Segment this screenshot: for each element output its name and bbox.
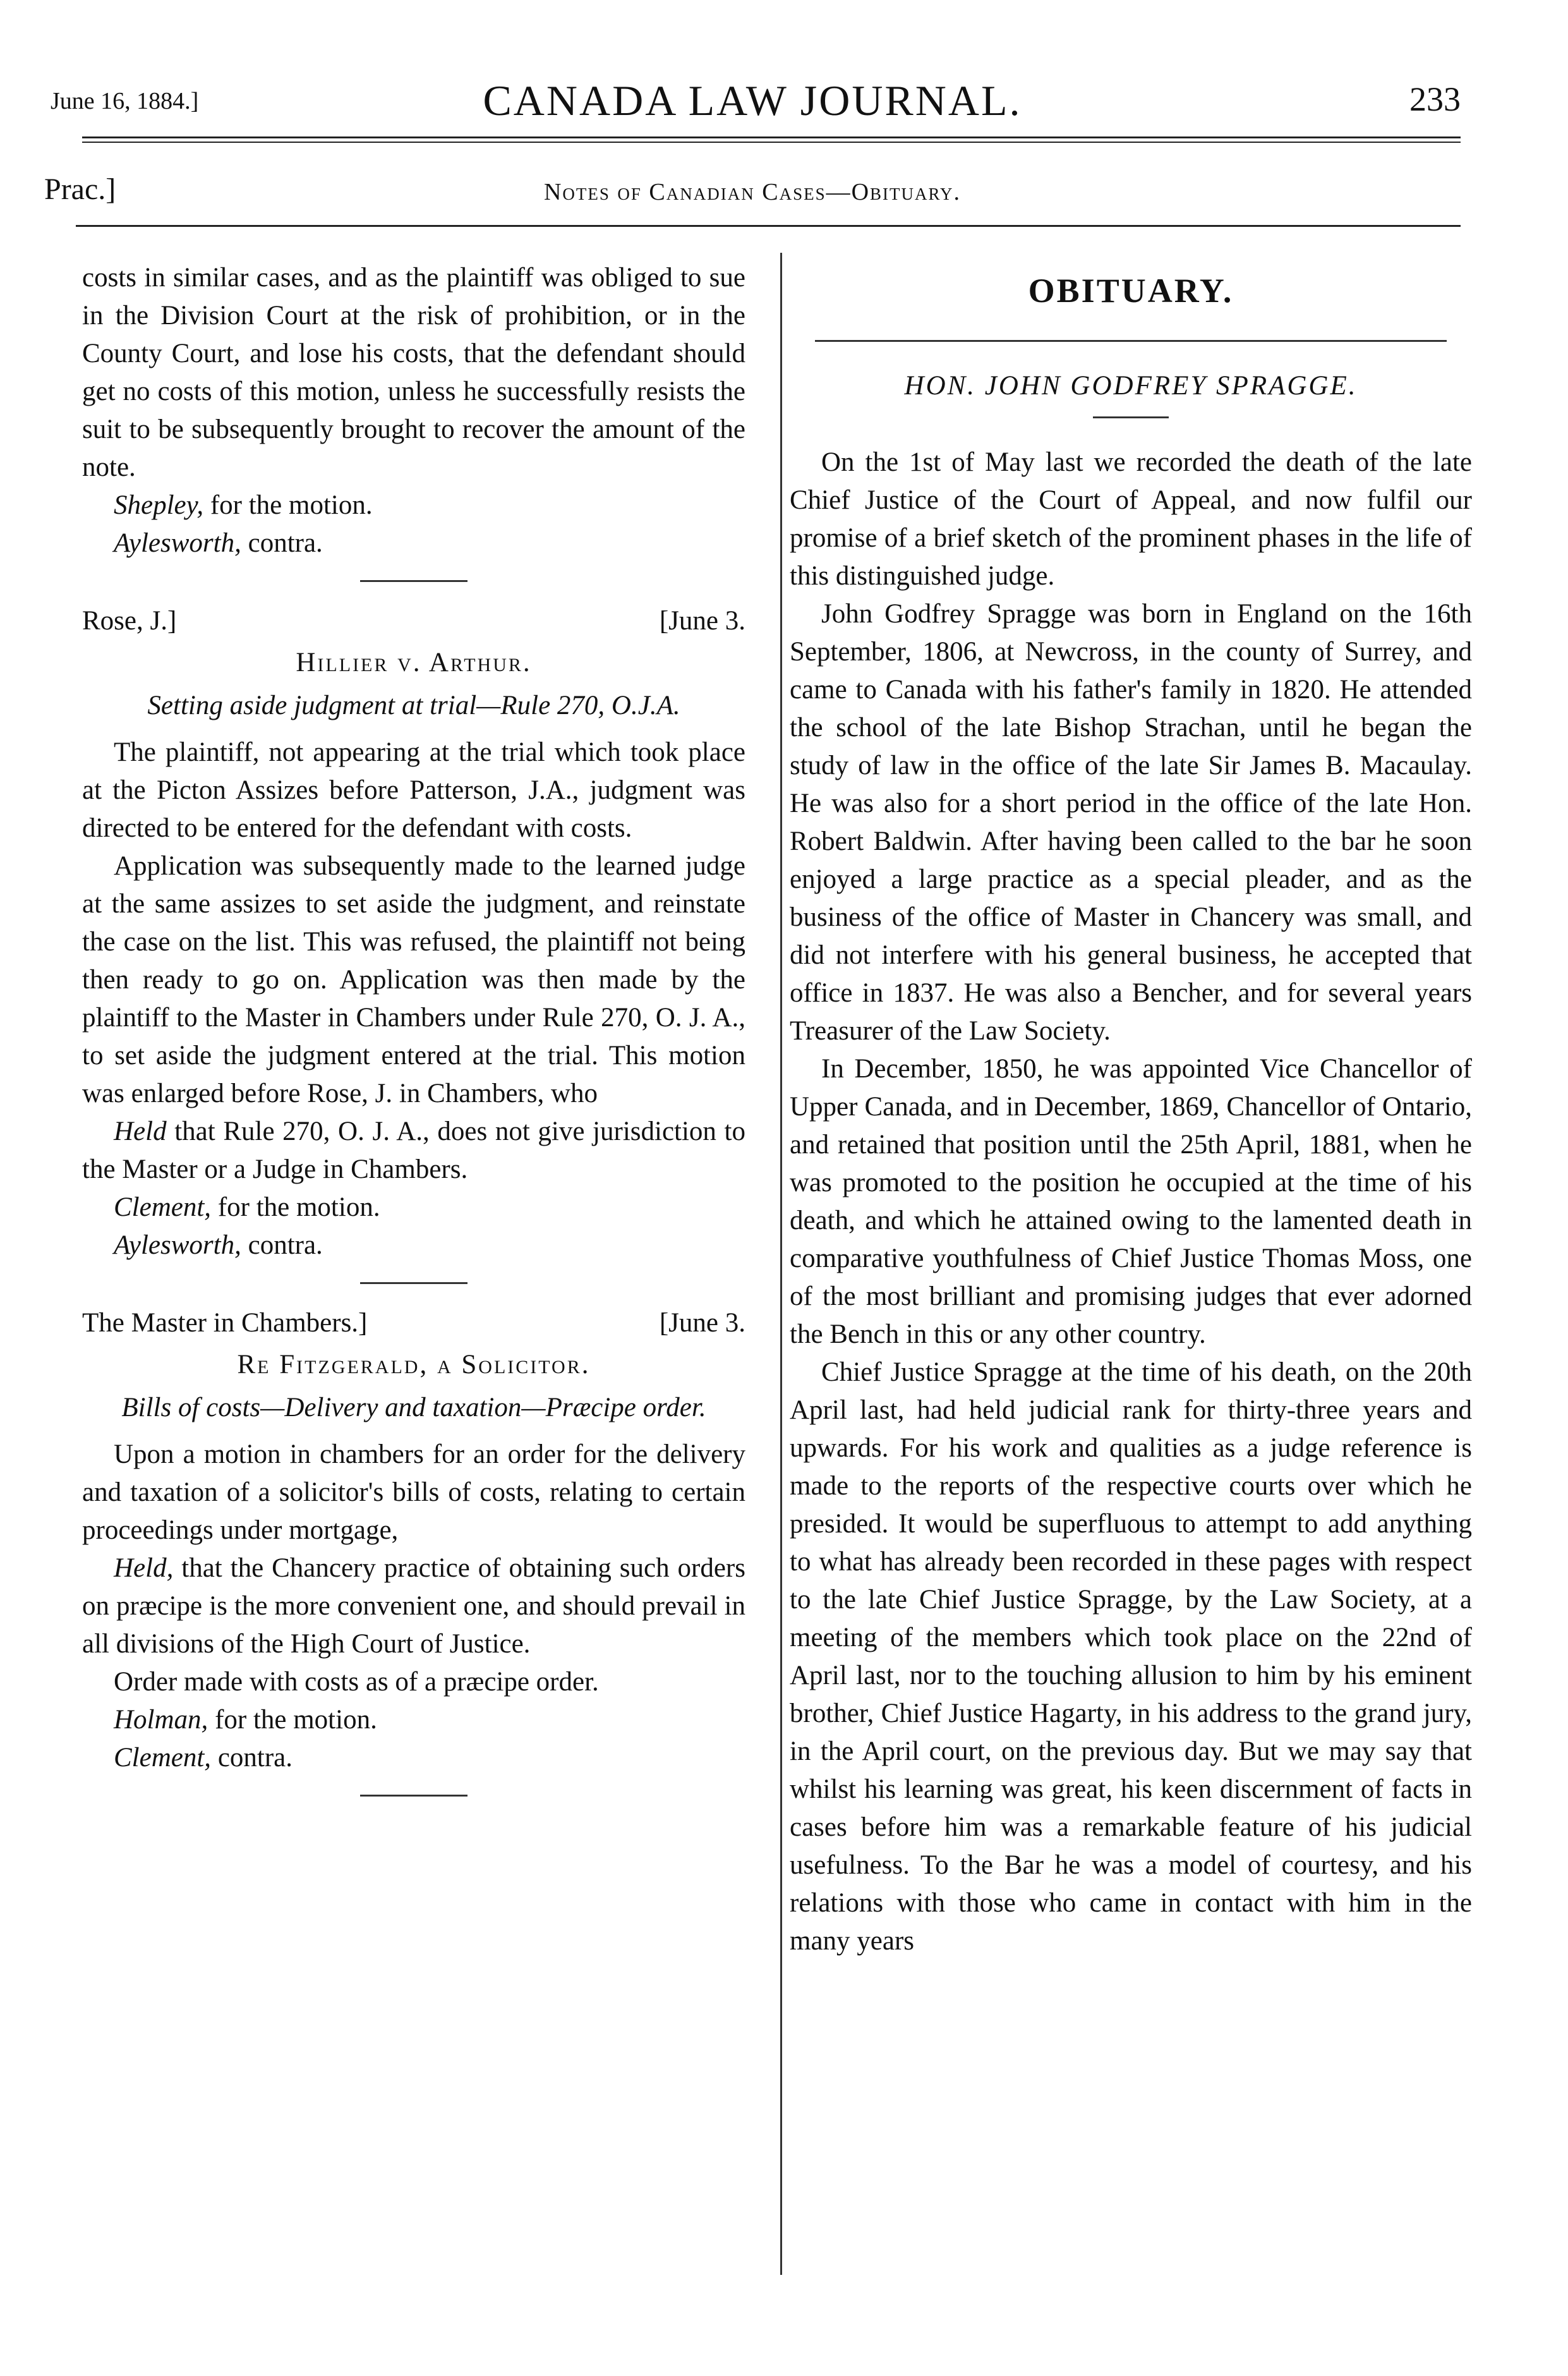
obituary-rule xyxy=(815,340,1447,342)
header-rule xyxy=(82,136,1461,138)
right-column xyxy=(790,259,1472,1960)
case-date: [June 3. xyxy=(659,1308,745,1338)
case-separator xyxy=(360,1795,467,1797)
counsel-name: Holman, xyxy=(114,1705,208,1735)
case-title: Hillier v. Arthur. xyxy=(296,648,532,677)
issue-date: June 16, 1884.] xyxy=(51,88,199,114)
counsel-role: for the motion. xyxy=(203,490,373,520)
case-meta xyxy=(82,602,745,640)
counsel-line xyxy=(82,1227,745,1264)
case-headnote: Setting aside judgment at trial—Rule 270, O.J.A. xyxy=(147,691,680,720)
page-number: 233 xyxy=(1409,80,1461,118)
section-label: Prac.] xyxy=(44,173,116,206)
held-word: Held xyxy=(114,1117,167,1146)
section-header xyxy=(44,169,1461,207)
left-column xyxy=(82,259,745,1817)
subheader-rule xyxy=(76,225,1461,227)
column-divider xyxy=(780,253,782,2275)
counsel-name: Clement, xyxy=(114,1192,212,1222)
held-word: Held, xyxy=(114,1553,174,1583)
counsel-role: contra. xyxy=(241,1230,323,1260)
case-holding xyxy=(82,1113,745,1189)
counsel-line xyxy=(82,1739,745,1777)
case-paragraph: Upon a motion in chambers for an order for the delivery and taxation of a solicitor's bills of costs, relating to certain proceedings under mortgage, xyxy=(82,1440,745,1545)
counsel-name: Shepley, xyxy=(114,490,204,520)
counsel-name: Aylesworth, xyxy=(114,528,241,558)
case-date: [June 3. xyxy=(659,606,745,636)
case-holding xyxy=(82,1549,745,1663)
subject-separator xyxy=(1093,416,1169,418)
journal-title: CANADA LAW JOURNAL. xyxy=(483,76,1022,124)
counsel-line xyxy=(82,487,745,524)
case-judge: The Master in Chambers.] xyxy=(82,1308,368,1338)
obituary-paragraph: In December, 1850, he was appointed Vice Chancellor of Upper Canada, and in December, 1869, Chancellor of Ontario, and retained that position until the 25th April, 1881, when he was promoted to the position he occupied at the time of his death, and which he attained owing to the lamented death in comparative youthfulness of Chief Justice Thomas Moss, one of the most brilliant and promising judges that ever adorned the Bench in this or any other country. xyxy=(790,1054,1472,1349)
section-title: Notes of Canadian Cases—Obituary. xyxy=(543,179,962,205)
obituary-heading: OBITUARY. xyxy=(1028,272,1234,310)
case-judge: Rose, J.] xyxy=(82,606,177,636)
case-meta xyxy=(82,1304,745,1342)
case-title: Re Fitzgerald, a Solicitor. xyxy=(237,1350,591,1379)
counsel-line xyxy=(82,524,745,562)
obituary-subject: HON. JOHN GODFREY SPRAGGE. xyxy=(904,371,1358,401)
counsel-line xyxy=(82,1701,745,1739)
continued-paragraph: costs in similar cases, and as the plaintiff was obliged to sue in the Division Court at the risk of prohibition, or in the County Court, and lose his costs, that the defendant should get no costs of this motion, unless he successfully resists the suit to be subsequently brought to recover the amount of the note. xyxy=(82,263,745,482)
counsel-role: contra. xyxy=(241,528,323,558)
case-order: Order made with costs as of a præcipe order. xyxy=(114,1667,599,1697)
obituary-paragraph: John Godfrey Spragge was born in England on the 16th September, 1806, at Newcross, in the county of Surrey, and came to Canada with his father's family in 1820. He attended the school of the late Bishop Strachan, until he began the study of law in the office of the late Sir James B. Macaulay. He was also for a short period in the office of the late Hon. Robert Baldwin. After having been called to the bar he soon enjoyed a large practice as a special pleader, and as the business of the office of Master in Chancery was small, and did not interfere with his general business, he accepted that office in 1837. He was also a Bencher, and for several years Treasurer of the Law Society. xyxy=(790,599,1472,1046)
counsel-role: contra. xyxy=(211,1743,292,1773)
running-header xyxy=(44,76,1461,126)
obituary-paragraph: On the 1st of May last we recorded the death of the late Chief Justice of the Court of Appeal, and now fulfil our promise of a brief sketch of the prominent phases in the life of this distinguished judge. xyxy=(790,447,1472,591)
case-separator xyxy=(360,1282,467,1284)
counsel-name: Clement, xyxy=(114,1743,212,1773)
case-separator xyxy=(360,580,467,582)
holding-text: that Rule 270, O. J. A., does not give jurisdiction to the Master or a Judge in Chambers. xyxy=(82,1117,745,1184)
counsel-role: for the motion. xyxy=(211,1192,380,1222)
header-rule-secondary xyxy=(82,142,1461,143)
case-paragraph: The plaintiff, not appearing at the trial which took place at the Picton Assizes before Patterson, J.A., judgment was directed to be entered for the defendant with costs. xyxy=(82,737,745,843)
case-paragraph: Application was subsequently made to the learned judge at the same assizes to set aside the judgment, and reinstate the case on the list. This was refused, the plaintiff not being then ready to go on. Application was then made by the plaintiff to the Master in Chambers under Rule 270, O. J. A., to set aside the judgment entered at the trial. This motion was enlarged before Rose, J. in Chambers, who xyxy=(82,851,745,1108)
counsel-line xyxy=(82,1189,745,1227)
obituary-paragraph: Chief Justice Spragge at the time of his death, on the 20th April last, had held judicial rank for thirty-three years and upwards. For his work and qualities as a judge reference is made to the reports of the respective courts over which he presided. It would be superfluous to attempt to add anything to what has already been recorded in these pages with respect to the late Chief Justice Spragge, by the Law Society, at a meeting of the members which took place on the 22nd of April last, nor to the touching allusion to him by his eminent brother, Chief Justice Hagarty, in his address to the grand jury, in the April court, on the previous day. But we may say that whilst his learning was great, his keen discernment of facts in cases before him was a remarkable feature of his judicial usefulness. To the Bar he was a model of courtesy, and his relations with those who came in contact with him in the many years xyxy=(790,1357,1472,1956)
case-headnote: Bills of costs—Delivery and taxation—Præcipe order. xyxy=(121,1393,706,1422)
counsel-role: for the motion. xyxy=(208,1705,377,1735)
holding-text: that the Chancery practice of obtaining such orders on præcipe is the more convenient one, and should prevail in all divisions of the High Court of Justice. xyxy=(82,1553,745,1659)
counsel-name: Aylesworth, xyxy=(114,1230,241,1260)
